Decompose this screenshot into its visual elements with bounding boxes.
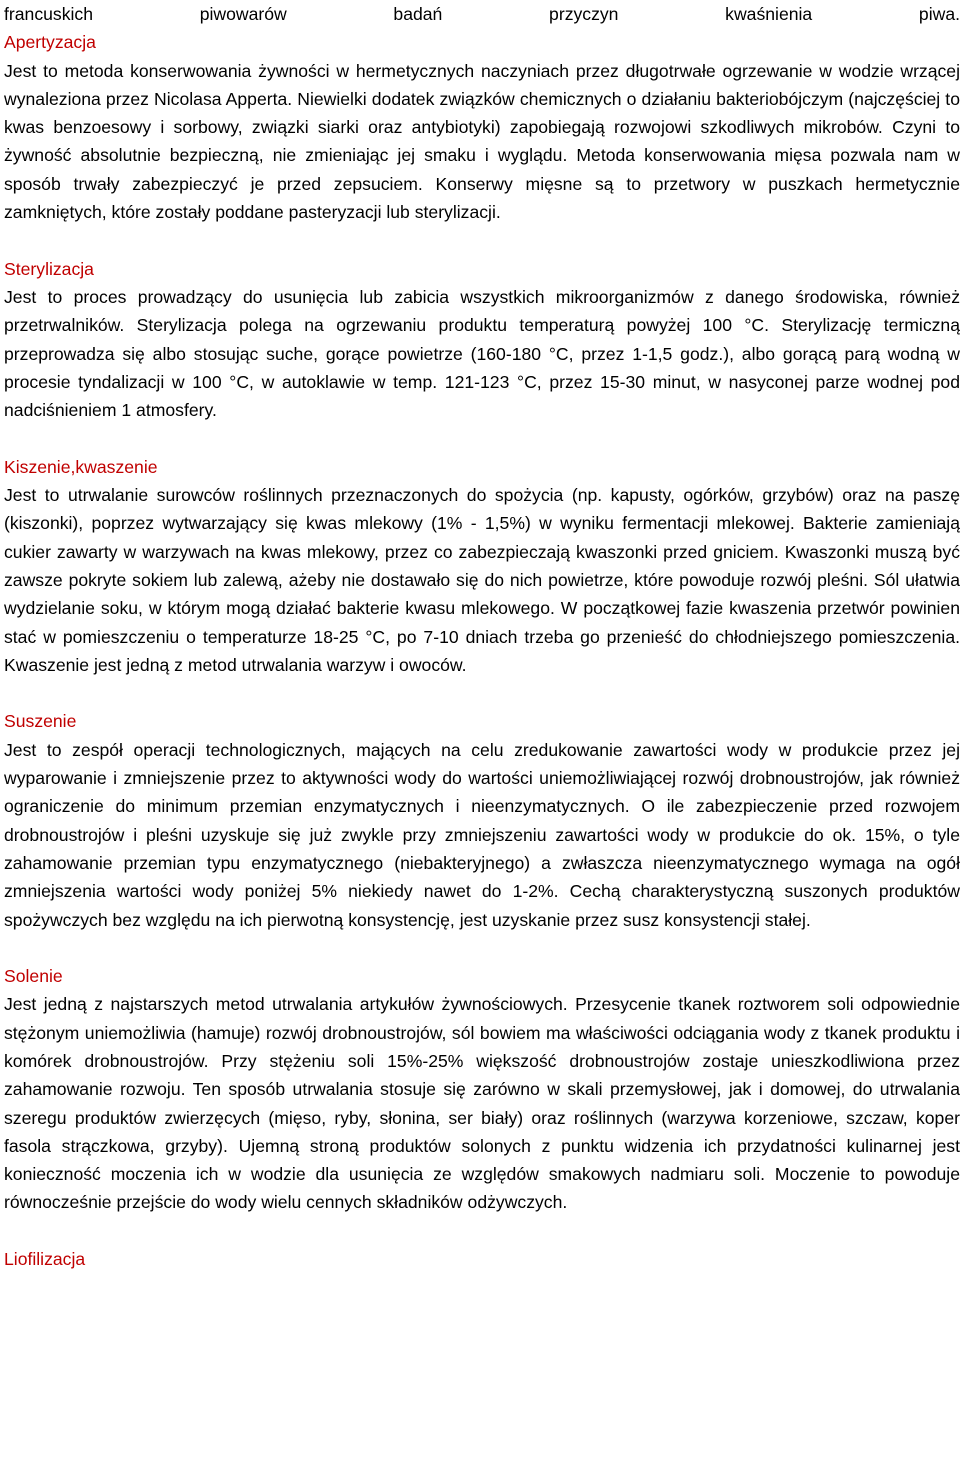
section-body: Jest to zespół operacji technologicznych, mających na celu zredukowanie zawartości wody w produkcie przez jej wyparowanie i zmniejszenie przez to aktywności wody do wartości uniemożliwiającej rozwój drobnoustrojów, jak również ograniczenie do minimum przemian enzymatycznych i nieenzymatycznych. O ile zabezpieczenie przed rozwojem drobnoustrojów i pleśni uzyskuje się już zwykle przy zmniejszeniu zawartości wody w produkcie do ok. 15%, o tyle zahamowanie przemian typu enzymatycznego (niebakteryjnego) a zwłaszcza nieenzymatycznego wymaga na ogół zmniejszenia wartości wody poniżej 5% niekiedy nawet do 1-2%. Cechą charakterystyczną suszonych produktów spożywczych bez względu na ich pierwotną konsystencję, jest uzyskanie przez susz konsystencji stałej. [4, 739, 960, 930]
section-sterylizacja [4, 255, 960, 425]
section-heading: Suszenie [4, 711, 77, 732]
section-body: Jest jedną z najstarszych metod utrwalania artykułów żywnościowych. Przesycenie tkanek roztworem soli odpowiednie stężonym uniemożliwia (hamuje) rozwój drobnoustrojów, sól bowiem ma właściwości odciągania wody z tkanek produktu i komórek drobnoustrojów. Przy stężeniu soli 15%-25% większość drobnoustrojów zostaje unieszkodliwiona przez zahamowanie rozwoju. Ten sposób utrwalania stosuje się zarówno w skali przemysłowej, jak i domowej, do utrwalania szeregu produktów zwierzęcych (mięso, ryby, słonina, ser biały) oraz roślinnych (warzywa korzeniowe, szczaw, koper fasola strączkowa, grzyby). Ujemną stroną produktów solonych z punktu widzenia ich przydatności kulinarnej jest konieczność moczenia ich w wodzie dla usunięcia ze względów smakowych nadmiaru soli. Moczenie to powoduje równocześnie przejście do wody wielu cennych składników odżywczych. [4, 994, 960, 1213]
section-body: Jest to utrwalanie surowców roślinnych przeznaczonych do spożycia (np. kapusty, ogórków, grzybów) oraz na paszę (kiszonki), poprzez wytwarzający się kwas mlekowy (1% - 1,5%) w wyniku fermentacji mlekowej. Bakterie zamieniają cukier zawarty w warzywach na kwas mlekowy, przez co zabezpieczają kwaszonki przed gniciem. Kwaszonki muszą być zawsze pokryte sokiem lub zalewą, ażeby nie dostawało się do nich powietrze, które powoduje rozwój pleśni. Sól ułatwia wydzielanie soku, w którym mogą działać bakterie kwasu mlekowego. W początkowej fazie kwaszenia przetwór powinien stać w pomieszczeniu o temperaturze 18-25 °C, po 7-10 dniach trzeba go przenieść do chłodniejszego pomieszczenia. Kwaszenie jest jedną z metod utrwalania warzyw i owoców. [4, 485, 960, 675]
section-heading: Kiszenie,kwaszenie [4, 456, 158, 477]
section-solenie [4, 962, 960, 1217]
section-heading: Apertyzacja [4, 32, 96, 53]
section-heading: Solenie [4, 966, 63, 987]
section-kiszenie [4, 453, 960, 679]
section-heading: Liofilizacja [4, 1249, 86, 1270]
section-liofilizacja [4, 1245, 960, 1273]
document-page [4, 0, 960, 1273]
lead-line: francuskich piwowarów badań przyczyn kwaśnienia piwa. [4, 4, 960, 24]
section-body: Jest to proces prowadzący do usunięcia lub zabicia wszystkich mikroorganizmów z danego środowiska, również przetrwalników. Sterylizacja polega na ogrzewaniu produktu temperaturą powyżej 100 °C. Sterylizację termiczną przeprowadza się albo stosując suche, gorące powietrze (160-180 °C, przez 1-1,5 godz.), albo gorącą parą wodną w procesie tyndalizacji w 100 °C, w autoklawie w temp. 121-123 °C, przez 15-30 minut, w nasyconej parze wodnej pod nadciśnieniem 1 atmosfery. [4, 286, 960, 421]
section-heading: Sterylizacja [4, 258, 94, 279]
section-suszenie [4, 707, 960, 933]
section-body: Jest to metoda konserwowania żywności w hermetycznych naczyniach przez długotrwałe ogrzewanie w wodzie wrzącej wynaleziona przez Nicolasa Apperta. Niewielki dodatek związków chemicznych o działaniu bakteriobójczym (najczęściej to kwas benzoesowy i sorbowy, związki siarki oraz antybiotyki) zapobiegają rozwojowi szkodliwych mikrobów. Czyni to żywność absolutnie bezpieczną, nie zmieniając jej smaku i wyglądu. Metoda konserwowania mięsa pozwala nam w sposób trwały zabezpieczyć je przed zepsuciem. Konserwy mięsne są to przetwory w puszkach hermetycznie zamkniętych, które zostały poddane pasteryzacji lub sterylizacji. [4, 60, 960, 223]
section-apertyzacja [4, 28, 960, 226]
